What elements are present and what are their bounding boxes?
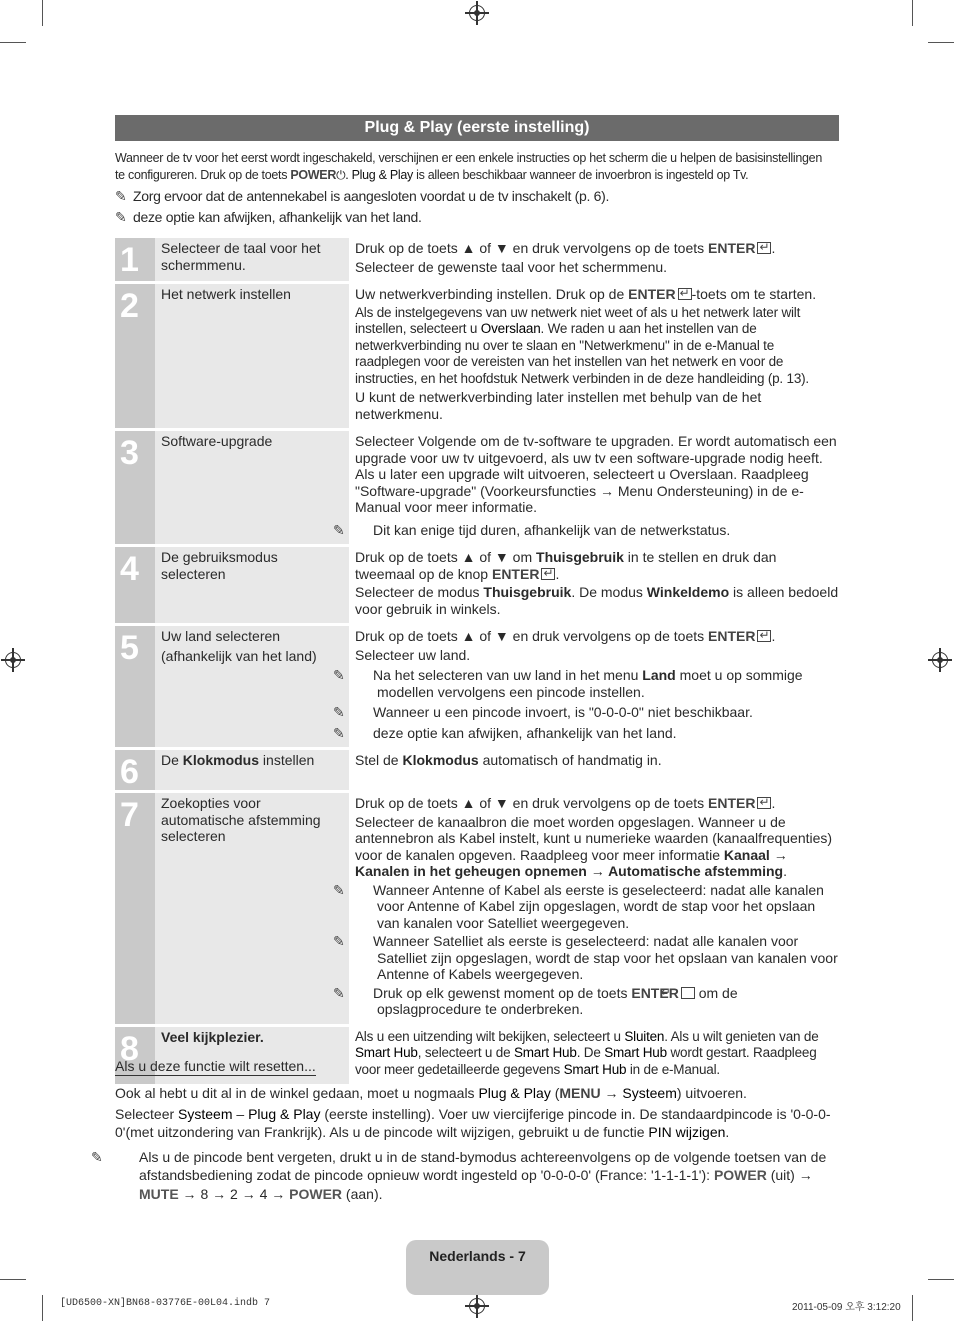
enter-key-label: ENTER	[708, 795, 756, 811]
text: Land	[642, 667, 676, 683]
text: Als de instelgegevens van uw netwerk niet weet of als u het netwerk later wilt instellen, selecteert u	[355, 304, 801, 336]
step-label: De gebruiksmodus selecteren	[155, 546, 349, 625]
power-icon: ⏻	[336, 168, 346, 182]
step-number: 7	[115, 792, 155, 1026]
text: Druk op elk gewenst moment op de toets	[373, 984, 632, 1001]
text: Wanneer Antenne of Kabel als eerste is geselecteerd: nadat alle kanalen voor Antenne of Kabel zijn opgeslagen, wordt de stap voor het opslaan van kanalen voor Satelliet weergegeven.	[373, 881, 824, 931]
intro-text: is alleen beschikbaar wanneer de invoerbron is ingesteld op Tv.	[412, 168, 749, 182]
note-text: Zorg ervoor dat de antennekabel is aangesloten voordat u de tv inschakelt (p. 6).	[133, 188, 610, 204]
pencil-note-icon: ✎	[91, 1148, 103, 1165]
pencil-note-icon: ✎	[333, 521, 345, 538]
registration-mark-icon	[469, 1298, 485, 1314]
intro-text: . Plug & Play	[345, 168, 413, 182]
text: Dit kan enige tijd duren, afhankelijk van de netwerkstatus.	[373, 521, 731, 538]
pencil-note-icon: ✎	[333, 667, 345, 683]
pencil-note-icon: ✎	[333, 724, 345, 741]
text: Overslaan	[480, 321, 541, 336]
section-title: Plug & Play (eerste instelling)	[115, 115, 839, 141]
text: Plug & Play	[248, 1105, 321, 1122]
text: deze optie kan afwijken, afhankelijk van het land.	[373, 724, 677, 741]
enter-icon	[678, 288, 692, 300]
step-text	[333, 792, 839, 1026]
text: Systeem	[178, 1105, 233, 1122]
text: Na het selecteren van uw land in het menu	[373, 667, 643, 683]
power-key-label: POWER	[290, 168, 337, 182]
step-number: 1	[115, 238, 155, 283]
step-label	[155, 749, 349, 792]
crop-mark	[0, 1279, 26, 1280]
step-row	[115, 625, 839, 749]
text: Winkeldemo	[646, 584, 730, 600]
crop-mark	[912, 0, 913, 26]
step-text	[349, 1025, 839, 1084]
step-number: 3	[115, 430, 155, 546]
text: moet u op sommige modellen vervolgens een pincode instellen.	[377, 667, 803, 700]
text: , selecteert u de	[417, 1045, 514, 1060]
text: Druk op de toets ▲ of ▼ en druk vervolgens op de toets	[355, 628, 709, 644]
step-text	[333, 430, 839, 546]
text: .	[771, 628, 776, 644]
text: ) uitvoeren.	[676, 1085, 747, 1101]
step-row	[115, 283, 839, 430]
text: POWER	[289, 1185, 343, 1202]
text: Druk op de toets ▲ of ▼ om	[355, 549, 537, 565]
text: .	[555, 565, 560, 582]
text: (	[550, 1085, 560, 1101]
step-text	[349, 283, 839, 430]
text: Stel de	[355, 752, 403, 768]
text: Selecteer de gewenste taal voor het schermmenu.	[355, 258, 668, 275]
step-number: 8	[115, 1025, 155, 1084]
pencil-note-icon: ✎	[115, 209, 127, 225]
step-label: Software-upgrade	[155, 430, 349, 546]
crop-mark	[928, 1279, 954, 1280]
enter-icon	[681, 987, 695, 999]
print-date: 2011-05-09 오후 3:12:20	[792, 1302, 901, 1313]
reset-heading: Als u deze functie wilt resetten...	[115, 1058, 316, 1074]
text: Druk op de toets ▲ of ▼ en druk vervolgens op de toets	[355, 795, 709, 811]
text: (aan).	[342, 1185, 383, 1202]
pencil-note-icon: ✎	[333, 704, 345, 720]
note-text: deze optie kan afwijken, afhankelijk van het land.	[133, 209, 422, 225]
text: is alleen bedoeld voor gebruik in winkels.	[355, 584, 839, 617]
crop-mark	[42, 1295, 43, 1321]
text: Thuisgebruik	[483, 584, 572, 600]
text: Selecteer de modus	[355, 584, 484, 600]
text: .	[783, 863, 787, 879]
enter-key-label: ENTER	[491, 565, 540, 582]
text: in te stellen en druk dan tweemaal op de knop	[355, 549, 777, 582]
crop-mark	[42, 0, 43, 26]
step-text	[349, 749, 839, 792]
text: Plug & Play	[478, 1085, 551, 1101]
text: Smart Hub	[563, 1061, 627, 1077]
text: –	[232, 1105, 249, 1122]
text: Smart Hub	[513, 1045, 577, 1060]
step-label: Veel kijkplezier.	[155, 1025, 349, 1084]
text: Selecteer de kanaalbron die moet worden opgeslagen. Wanneer u de antennebron als Kabel instelt, kunt u numerieke waarden (kanaalfrequenties) voor de kanalen opgeven. Raadpleeg voor meer informatie	[355, 813, 833, 863]
text: (eerste instelling). Voer uw viercijferige pincode in. De standaardpincode is '0-0-0-0'(met uitzondering van Frankrijk). Als u de pincode wilt wijzigen, gebruikt u de functie	[115, 1105, 831, 1140]
text: Kanaal → Kanalen in het geheugen opnemen → Automatische afstemming	[355, 846, 788, 879]
text: U kunt de netwerkverbinding later instellen met behulp van de het netwerkmenu.	[355, 389, 762, 422]
text: Systeem	[622, 1085, 677, 1101]
text: Wanneer u een pincode invoert, is "0-0-0-0" niet beschikbaar.	[373, 704, 753, 720]
text: MENU	[559, 1085, 601, 1101]
text: Ook al hebt u dit al in de winkel gedaan, moet u nogmaals	[115, 1085, 479, 1101]
text: Uw land selecteren	[161, 628, 281, 644]
step-number: 6	[115, 749, 155, 792]
text: →	[600, 1085, 623, 1101]
text: Uw netwerkverbinding instellen. Druk op de	[355, 286, 629, 302]
text: . We raden u aan het instellen van de netwerkverbinding nu over te slaan en "Netwerkmenu" in de e-Manual te raadplegen voor de vereisten van het instellen van het netwerk en voor de instructies, en het hoofdstuk Netwerk verbinden in de deze handleiding (p. 13).	[355, 321, 809, 386]
text: (afhankelijk van het land)	[161, 647, 317, 664]
step-label: Zoekopties voor automatische afstemming selecteren	[155, 792, 349, 1026]
enter-icon	[757, 630, 771, 642]
text: .	[771, 795, 776, 811]
step-row	[115, 749, 839, 792]
registration-mark-icon	[469, 5, 485, 21]
text: .	[771, 240, 776, 256]
enter-key-label: ENTER	[708, 240, 756, 256]
text: Klokmodus	[402, 752, 479, 768]
intro-line	[115, 167, 839, 184]
text: Klokmodus	[182, 752, 260, 768]
reset-body	[91, 1084, 839, 1205]
step-label	[155, 625, 349, 749]
text: Druk op de toets ▲ of ▼ en druk vervolgens op de toets	[355, 240, 709, 256]
pencil-note-icon: ✎	[333, 881, 345, 898]
step-row	[115, 792, 839, 1026]
enter-icon	[541, 568, 555, 580]
text: . De	[576, 1045, 605, 1060]
text: . Als u wilt genieten van de	[664, 1028, 819, 1044]
page-number-tab: Nederlands - 7	[406, 1240, 549, 1295]
text: POWER	[713, 1167, 767, 1183]
pencil-note-icon: ✎	[333, 933, 345, 949]
text: Als u een uitzending wilt bekijken, selecteert u	[355, 1028, 625, 1044]
step-label: Het netwerk instellen	[155, 283, 349, 430]
text: → 8 → 2 → 4 →	[178, 1185, 290, 1202]
text: Selecteer	[115, 1105, 179, 1122]
text: Smart Hub	[604, 1045, 667, 1060]
steps-table	[115, 238, 839, 1084]
step-number: 5	[115, 625, 155, 749]
text: in de e-Manual.	[626, 1061, 720, 1077]
step-row	[115, 430, 839, 546]
registration-mark-icon	[5, 652, 21, 668]
text: . De modus	[571, 584, 647, 600]
intro-text: te configureren. Druk op de toets	[115, 168, 291, 182]
step-text	[333, 625, 839, 749]
text: automatisch of handmatig in.	[478, 752, 662, 768]
text: Selecteer Volgende om de tv-software te upgraden. Er wordt automatisch een upgrade voor uw tv uitgevoerd, als uw tv een software-upgrade nodig heeft. Als u later een upgrade wilt uitvoeren, selecteert u Overslaan. Raadpleeg "Software-upgrade" (Voorkeursfuncties → Menu Ondersteuning) in de e-Manual voor meer informatie.	[355, 433, 837, 515]
pencil-note-icon: ✎	[115, 188, 127, 204]
intro	[115, 150, 839, 226]
text: PIN wijzigen	[648, 1124, 726, 1140]
text: -toets om te starten.	[691, 286, 817, 302]
note	[115, 187, 839, 205]
enter-icon	[757, 797, 771, 809]
pencil-note-icon: ✎	[333, 984, 345, 1001]
text: Thuisgebruik	[536, 549, 624, 565]
text: Selecteer uw land.	[355, 646, 471, 663]
text: (uit) →	[766, 1167, 813, 1183]
enter-key-label: ENTER	[708, 628, 756, 644]
crop-mark	[912, 1295, 913, 1321]
step-row	[115, 238, 839, 283]
text: Sluiten	[624, 1028, 665, 1044]
text: .	[725, 1124, 730, 1140]
step-number: 4	[115, 546, 155, 625]
text: Als u de pincode bent vergeten, drukt u in de stand-bymodus achtereenvolgens op de volgende toetsen van de afstandsbediening zodat de pincode opnieuw wordt ingesteld op '0-0-0-0' (France: '1-1-1-1'):	[139, 1148, 827, 1183]
text: Smart Hub	[355, 1045, 418, 1060]
crop-mark	[928, 42, 954, 43]
print-info: [UD6500-XN]BN68-03776E-00L04.indb 7	[60, 1298, 271, 1309]
step-text	[349, 238, 839, 283]
step-label: Selecteer de taal voor het schermmenu.	[155, 238, 349, 283]
text: De	[161, 752, 183, 768]
text: wordt gestart. Raadpleeg voor meer gedetailleerde gegevens	[355, 1045, 817, 1077]
step-number: 2	[115, 283, 155, 430]
intro-line: Wanneer de tv voor het eerst wordt ingeschakeld, verschijnen er een enkele instructies op het scherm die u helpen de basisinstellingen	[115, 151, 822, 165]
enter-key-label: ENTER	[631, 984, 679, 1001]
text: om de opslagprocedure te onderbreken.	[377, 984, 738, 1017]
step-row	[115, 546, 839, 625]
crop-mark	[0, 42, 26, 43]
text: MUTE	[139, 1185, 179, 1202]
enter-icon	[757, 242, 771, 254]
registration-mark-icon	[932, 652, 948, 668]
text: instellen	[259, 752, 315, 768]
enter-key-label: ENTER	[628, 286, 676, 302]
note	[115, 208, 839, 226]
text: Wanneer Satelliet als eerste is geselecteerd: nadat alle kanalen voor Satelliet zijn opgeslagen, wordt de stap voor het opslaan van kanalen voor Antenne of Kabels weergegeven.	[373, 933, 838, 982]
step-text	[349, 546, 839, 625]
